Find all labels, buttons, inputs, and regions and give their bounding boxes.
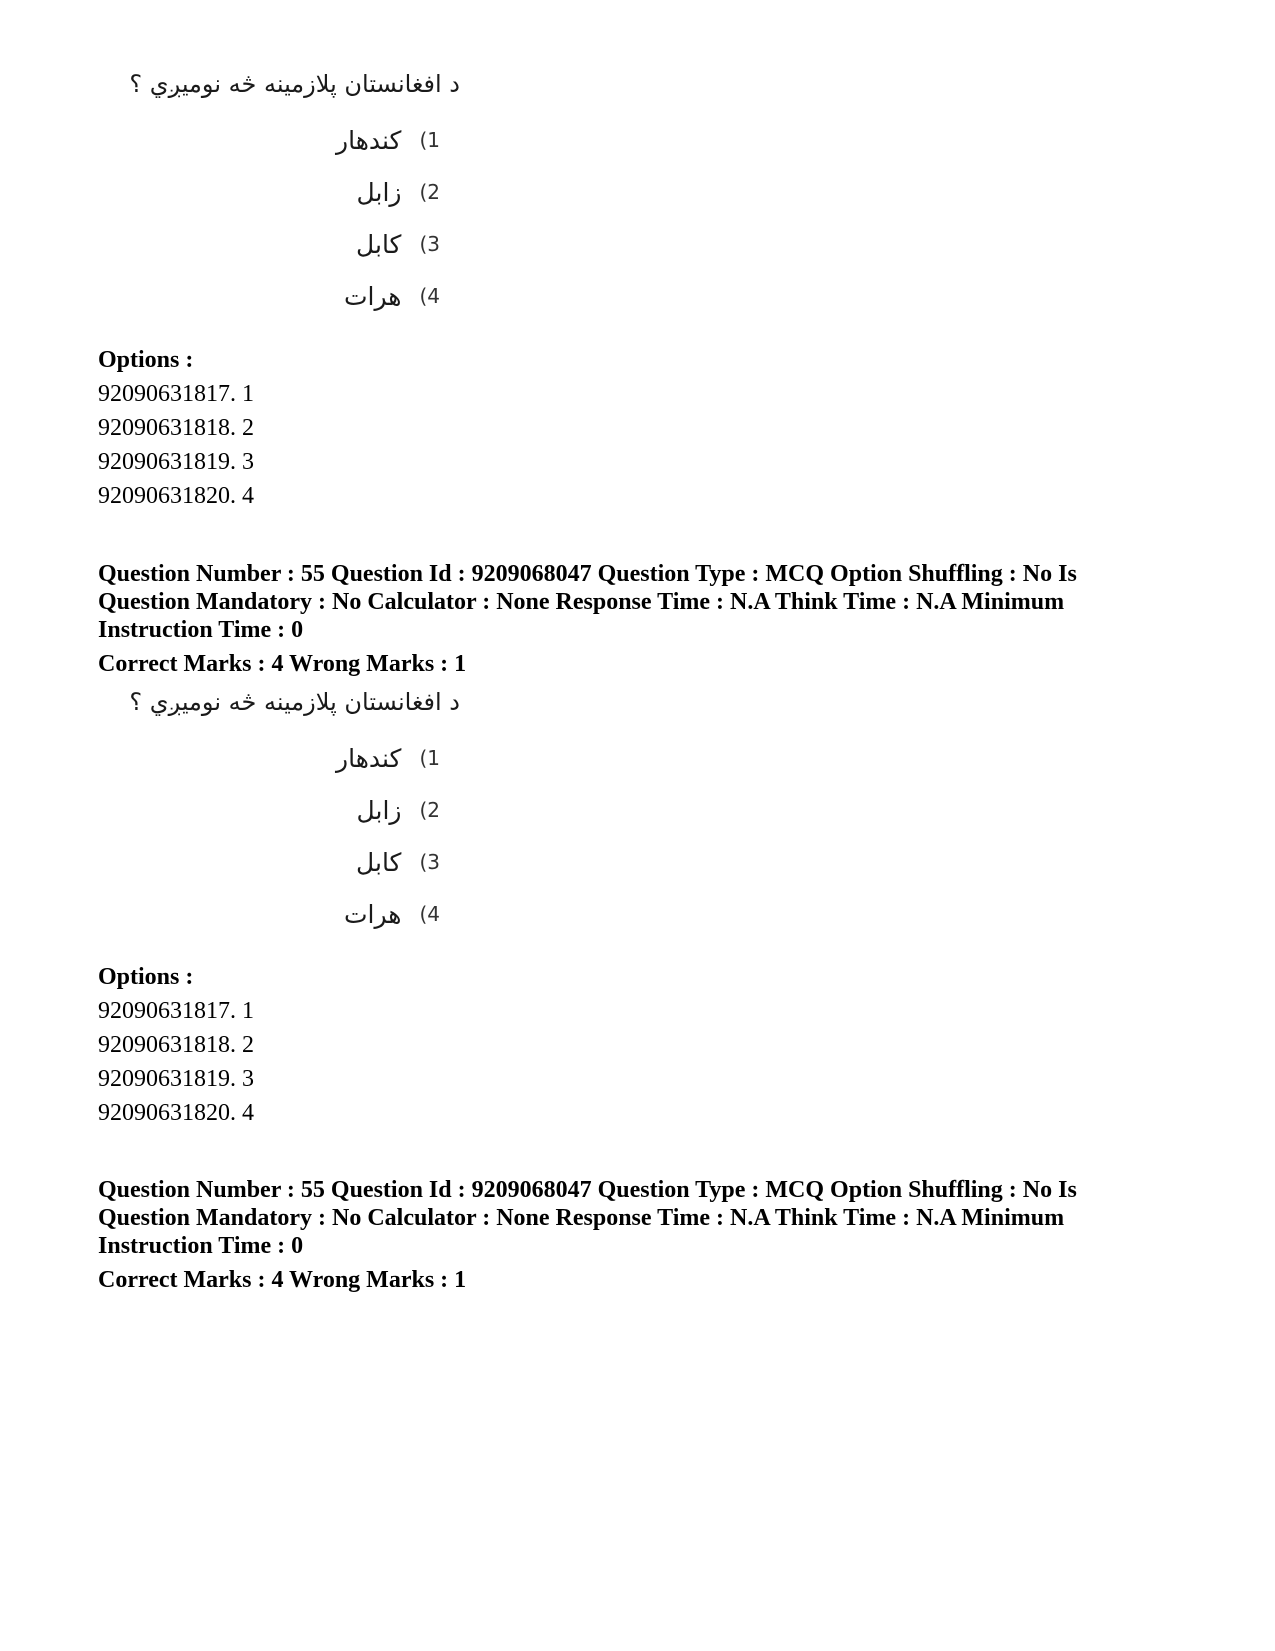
- choice-text: کندهار: [336, 125, 402, 155]
- options-list-1: [98, 343, 1188, 513]
- meta-line: Question Mandatory : No Calculator : None Response Time : N.A Think Time : N.A Minimum: [98, 1205, 1065, 1231]
- meta-line: Question Mandatory : No Calculator : None Response Time : N.A Think Time : N.A Minimum: [98, 589, 1065, 615]
- choice-4: [344, 894, 440, 934]
- meta-line: Instruction Time : 0: [98, 1233, 304, 1259]
- option-row: 92090631820. 4: [98, 1100, 254, 1126]
- choice-text: کابل: [356, 847, 402, 877]
- options-label: Options :: [98, 347, 194, 373]
- choice-4: [344, 276, 440, 316]
- question-image-2: [98, 686, 470, 948]
- option-row: 92090631817. 1: [98, 381, 254, 407]
- question-text: د افغانستان پلازمينه څه نوميږي ؟: [129, 688, 460, 716]
- choice-number: (2: [419, 798, 440, 822]
- choice-text: هرات: [344, 281, 402, 311]
- choice-number: (3: [419, 850, 440, 874]
- marks-line: Correct Marks : 4 Wrong Marks : 1: [98, 1267, 467, 1293]
- meta-line: Question Number : 55 Question Id : 9209068047 Question Type : MCQ Option Shuffling : No Is: [98, 561, 1077, 587]
- choice-text: زابل: [356, 795, 402, 825]
- choice-text: کندهار: [336, 743, 402, 773]
- choice-2: [357, 790, 440, 830]
- option-row: 92090631818. 2: [98, 415, 254, 441]
- options-label: Options :: [98, 964, 194, 990]
- question-meta-1: [98, 560, 1188, 678]
- question-text: د افغانستان پلازمينه څه نوميږي ؟: [129, 70, 460, 98]
- options-list-2: [98, 960, 1188, 1130]
- choice-1: [336, 738, 440, 778]
- question-image-1: [98, 68, 470, 330]
- choice-text: زابل: [356, 177, 402, 207]
- choice-number: (4: [419, 902, 440, 926]
- meta-line: Instruction Time : 0: [98, 617, 304, 643]
- choice-3: [356, 224, 440, 264]
- meta-line: Question Number : 55 Question Id : 9209068047 Question Type : MCQ Option Shuffling : No Is: [98, 1177, 1077, 1203]
- option-row: 92090631817. 1: [98, 998, 254, 1024]
- option-row: 92090631819. 3: [98, 1066, 254, 1092]
- option-row: 92090631820. 4: [98, 483, 254, 509]
- marks-line: Correct Marks : 4 Wrong Marks : 1: [98, 651, 467, 677]
- choice-1: [336, 120, 440, 160]
- choice-text: هرات: [344, 899, 402, 929]
- question-meta-2: [98, 1176, 1188, 1294]
- choice-text: کابل: [356, 229, 402, 259]
- choice-number: (4: [419, 284, 440, 308]
- choice-number: (3: [419, 232, 440, 256]
- option-row: 92090631819. 3: [98, 449, 254, 475]
- choice-2: [357, 172, 440, 212]
- choice-number: (1: [419, 746, 440, 770]
- choice-3: [356, 842, 440, 882]
- choice-number: (1: [419, 128, 440, 152]
- choice-number: (2: [419, 180, 440, 204]
- option-row: 92090631818. 2: [98, 1032, 254, 1058]
